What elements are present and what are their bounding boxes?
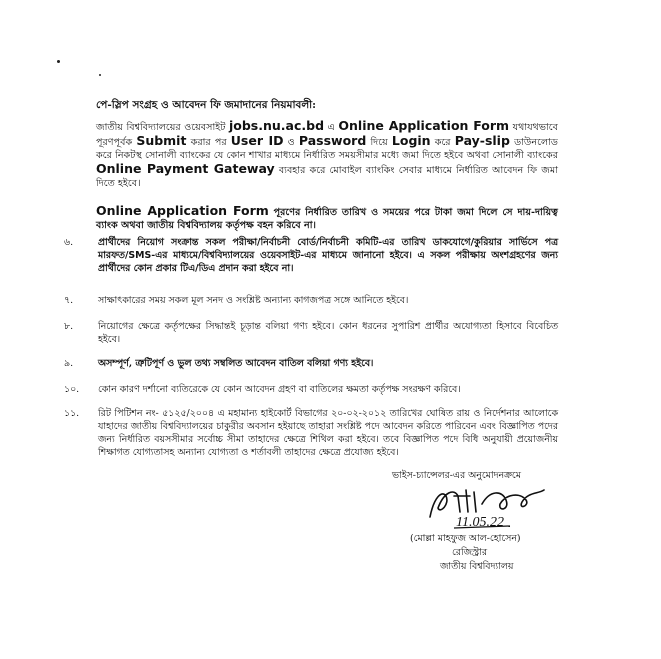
intro-paragraph (96, 119, 558, 190)
item-text-part: প্রার্থীদের নিয়োগ সংক্রান্ত সকল পরীক্ষা/নির্বাচনী বোর্ড/নির্বাচনী কমিটি-এর তারিখ ডাকযোগে/কুরিয়ার সার্ভিসে পত্র মারফত/ (98, 237, 558, 261)
handwritten-signature (410, 482, 560, 530)
item-number: ৯. (64, 358, 74, 369)
item-text-part: -এর মাধ্যমে/বিশ্ববিদ্যালয়ের ওয়েবসাইট-এর মাধ্যমে জানানো হইবে। এ সকল পরীক্ষায় অংশগ্রহণের জন্য প্রার্থীদের কোন প্রকার টিএ/ডিএ প্রদান করা হইবে না। (98, 250, 558, 274)
item-text (98, 236, 558, 275)
signatory-name: (মোল্লা মাহফুজ আল-হোসেন) (410, 533, 521, 544)
intro-text: করার পর (186, 137, 231, 148)
item-number: ৬. (64, 237, 74, 248)
list-item (64, 236, 558, 275)
intro-text: ও (283, 137, 299, 148)
online-payment-gateway-term: Online Payment Gateway (96, 161, 275, 176)
scan-speck (99, 74, 101, 76)
item-number: ৭. (64, 295, 74, 306)
intro-text: ডাউনলোড করে নিকটস্থ সোনালী ব্যাংকের যে কোন শাখার মাধ্যমে নির্ধারিত সময়সীমার মধ্যে জমা দিতে হইবে অথবা সোনালী ব্যাংকের (96, 137, 558, 161)
website-link: jobs.nu.ac.bd (228, 118, 325, 133)
intro-text: দিয়ে (366, 137, 392, 148)
user-id-term: User ID (230, 133, 284, 148)
scan-speck (57, 60, 60, 63)
list-item (64, 357, 558, 370)
intro-text: এ (324, 122, 339, 133)
signatory-designation: রেজিস্ট্রার (452, 547, 488, 558)
approval-line: ভাইস-চ্যান্সেলর-এর অনুমোদনক্রমে (392, 470, 521, 481)
item-number: ১১. (64, 408, 80, 419)
list-item (64, 320, 558, 346)
deadline-note (96, 204, 558, 232)
login-term: Login (391, 133, 431, 148)
sms-term: SMS (128, 250, 152, 261)
item-text: অসম্পূর্ণ, ত্রুটিপূর্ণ ও ভুল তথ্য সম্বলিত আবেদন বাতিল বলিয়া গণ্য হইবে। (98, 358, 374, 369)
intro-text: করে (430, 137, 455, 148)
intro-text: যথাযথভাবে পূরণপূর্বক (96, 122, 558, 148)
item-number: ১০. (64, 384, 80, 395)
item-text: কোন কারণ দর্শানো ব্যতিরেকে যে কোন আবেদন গ্রহণ বা বাতিলের ক্ষমতা কর্তৃপক্ষ সংরক্ষণ করিবে। (98, 384, 461, 395)
deadline-note-text: পূরণের নির্ধারিত তারিখ ও সময়ের পরে টাকা জমা দিলে সে দায়-দায়িত্ব ব্যাংক অথবা জাতীয় বিশ্ববিদ্যালয় কর্তৃপক্ষ বহন করিবে না। (96, 207, 559, 231)
list-item (64, 294, 558, 307)
pay-slip-term: Pay-slip (454, 133, 510, 148)
item-text: সাক্ষাৎকারের সময় সকল মূল সনদ ও সংশ্লিষ্ট অন্যান্য কাগজপত্র সঙ্গে আনিতে হইবে। (98, 295, 409, 306)
section-heading: পে-স্লিপ সংগ্রহ ও আবেদন ফি জমাদানের নিয়মাবলী: (96, 99, 317, 111)
item-text: রিট পিটিশন নং- ৫১২৫/২০০৪ এ মহামান্য হাইকোর্ট বিভাগের ২০-০২-২০১২ তারিখের ঘোষিত রায় ও নির্দেশনার আলোকে যাহাদের জাতীয় বিশ্ববিদ্যালয়ের চাকুরীর অবসান হইয়াছে তাহারা সংশ্লিষ্ট পদে আবেদন করিতে পারিবেন এবং বিজ্ঞাপিত পদের জন্য নির্ধারিত বয়সসীমার সর্বোচ্চ সীমা তাহাদের ক্ষেত্রে শিথিল করা হইবে। তবে বিজ্ঞাপিত পদে বিধি অনুযায়ী প্রয়োজনীয় শিক্ষাগত যোগ্যতাসহ অন্যান্য যোগ্যতা ও শর্তাবলী তাহাদের ক্ষেত্রে প্রযোজ্য হইবে। (98, 408, 558, 458)
list-item (64, 407, 558, 459)
intro-text: ব্যবহার করে মোবাইল ব্যাংকিং সেবার মাধ্যমে নির্ধারিত আবেদন ফি জমা দিতে হইবে। (96, 165, 558, 189)
signatory-organization: জাতীয় বিশ্ববিদ্যালয় (440, 561, 514, 572)
item-text: নিয়োগের ক্ষেত্রে কর্তৃপক্ষের সিদ্ধান্তই চূড়ান্ত বলিয়া গণ্য হইবে। কোন ধরনের সুপারিশ প্রার্থীর অযোগ্যতা হিসাবে বিবেচিত হইবে। (98, 321, 558, 345)
item-number: ৮. (64, 321, 74, 332)
online-application-form-term: Online Application Form (338, 118, 510, 133)
list-item (64, 383, 558, 396)
submit-term: Submit (136, 133, 187, 148)
password-term: Password (298, 133, 367, 148)
intro-text: জাতীয় বিশ্ববিদ্যালয়ের ওয়েবসাইট (96, 122, 229, 133)
online-application-form-term: Online Application Form (96, 203, 269, 218)
signature-date: 11.05.22 (456, 515, 504, 530)
